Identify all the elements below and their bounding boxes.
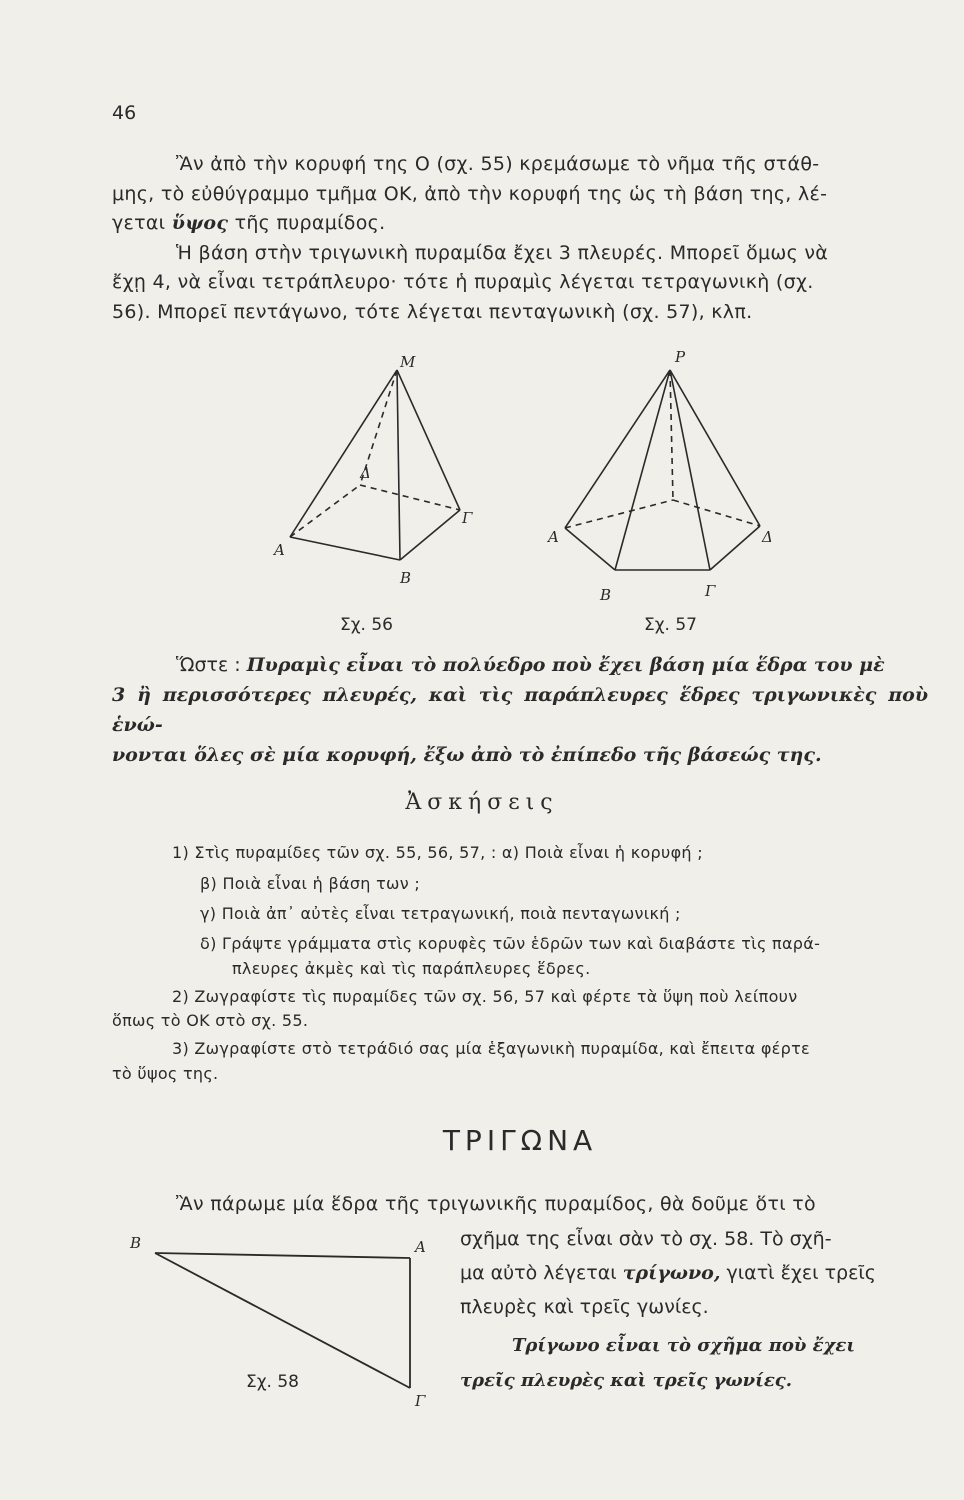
figure-56-quadrilateral-pyramid [260, 355, 500, 595]
edge-ma [290, 370, 397, 537]
side-ba [155, 1253, 410, 1258]
triangles-line-2: σχῆμα της εἶναι σὰν τὸ σχ. 58. Τὸ σχῆ- [460, 1228, 832, 1250]
exercise-1-c: γ) Ποιὰ ἀπ᾿ αὐτὲς εἶναι τετραγωνική, ποιὰ πενταγωνική ; [200, 904, 681, 923]
exercise-1-d-line-2: πλευρες ἀκμὲς καὶ τὶς παράπλευρες ἕδρες. [232, 959, 591, 978]
intro-line-5: ἔχῃ 4, νὰ εἶναι τετράπλευρο· τότε ἡ πυραμὶς λέγεται τετραγωνικὴ (σχ. [112, 271, 814, 293]
side-bg [155, 1253, 410, 1388]
exercise-2-line-1: 2) Ζωγραφίστε τὶς πυραμίδες τῶν σχ. 56, 57 καὶ φέρτε τὰ ὕψη ποὺ λείπουν [172, 987, 798, 1006]
pyramid-definition [112, 650, 928, 770]
intro-line-1: Ἂν ἀπὸ τὴν κορυφή της Ο (σχ. 55) κρεμάσωμε τὸ νῆμα τῆς στάθ- [176, 153, 820, 175]
edge-bg [400, 510, 460, 560]
definition-line-3: νονται ὅλες σὲ μία κορυφή, ἔξω ἀπὸ τὸ ἐπίπεδο τῆς βάσεώς της. [112, 744, 822, 766]
edge-pg [670, 370, 710, 570]
triangles-line-1: Ἂν πάρωμε μία ἕδρα τῆς τριγωνικῆς πυραμίδος, θὰ δοῦμε ὅτι τὸ [176, 1193, 816, 1215]
label-b: Β [400, 569, 412, 587]
triangles-line-3-text: μα αὐτὸ λέγεται [460, 1262, 623, 1284]
caption-fig-58: Σχ. 58 [246, 1372, 300, 1392]
triangles-paragraph [460, 1222, 928, 1324]
intro-line-3 [112, 209, 928, 239]
exercises-heading: Ἀσκήσεις [405, 790, 559, 815]
triangles-line-3 [460, 1256, 928, 1290]
definition-line-1-text: Πυραμὶς εἶναι τὸ πολύεδρο ποὺ ἔχει βάση μία ἕδρα του μὲ [246, 654, 885, 676]
definition-line-1 [112, 650, 928, 680]
label-d: Δ [360, 464, 371, 482]
intro-line-3-rest: τῆς πυραμίδος. [228, 212, 386, 234]
intro-line-3-text: γεται [112, 212, 172, 234]
edge-ab [290, 537, 400, 560]
triangle-definition-line-1: Τρίγωνο εἶναι τὸ σχῆμα ποὺ ἔχει [512, 1335, 856, 1356]
triangle-definition-line-2: τρεῖς πλευρὲς καὶ τρεῖς γωνίες. [460, 1370, 792, 1391]
edge-ad-hidden [290, 485, 360, 537]
edge-pb [615, 370, 670, 570]
definition-line-2: 3 ἢ περισσότερες πλευρές, καὶ τὶς παράπλευρες ἕδρες τριγωνικὲς ποὺ ἑνώ- [112, 684, 928, 736]
exercise-2-line-2: ὅπως τὸ ΟΚ στὸ σχ. 55. [112, 1011, 309, 1030]
edge-dg-hidden [360, 485, 460, 510]
exercise-1-b: β) Ποιὰ εἶναι ἡ βάση των ; [200, 874, 421, 893]
intro-line-6: 56). Μπορεῖ πεντάγωνο, τότε λέγεται πενταγωνικὴ (σχ. 57), κλπ. [112, 300, 753, 323]
label-a: Α [415, 1238, 426, 1256]
label-m: Μ [400, 355, 416, 371]
term-height: ὕψος [171, 212, 229, 234]
exercise-3-line-2: τὸ ὕψος της. [112, 1064, 219, 1083]
label-g: Γ [415, 1392, 426, 1410]
edge-pd [670, 370, 760, 526]
label-a: Α [274, 541, 285, 559]
label-p: Ρ [675, 348, 686, 366]
edge-pe-hidden [670, 370, 673, 500]
triangles-heading: ΤΡΙΓΩΝΑ [442, 1124, 598, 1157]
label-g: Γ [462, 509, 473, 527]
triangles-line-4: πλευρὲς καὶ τρεῖς γωνίες. [460, 1296, 709, 1318]
triangle-definition [460, 1328, 928, 1398]
edge-mg [397, 370, 460, 510]
intro-line-4: Ἡ βάση στὴν τριγωνικὴ πυραμίδα ἔχει 3 πλευρές. Μπορεῖ ὅμως νὰ [176, 241, 829, 264]
label-b: Β [600, 586, 612, 603]
exercise-1: 1) Στὶς πυραμίδες τῶν σχ. 55, 56, 57, : α) Ποιὰ εἶναι ἡ κορυφή ; [172, 843, 703, 862]
label-b: Β [130, 1234, 142, 1252]
term-triangle: τρίγωνο, [622, 1262, 721, 1284]
intro-paragraph [112, 150, 928, 327]
label-a: Α [548, 528, 559, 546]
exercise-1-d-line-1: δ) Γράψτε γράμματα στὶς κορυφὲς τῶν ἑδρῶν των καὶ διαβάστε τὶς παρά- [200, 934, 821, 953]
edge-mb [397, 370, 400, 560]
definition-lead: Ὥστε : [176, 654, 247, 676]
caption-fig-56: Σχ. 56 [340, 615, 394, 635]
figure-57-pentagonal-pyramid [540, 348, 780, 603]
triangles-line-3-rest: γιατὶ ἔχει τρεῖς [720, 1262, 876, 1284]
intro-line-2: μης, τὸ εὐθύγραμμο τμῆμα ΟΚ, ἀπὸ τὴν κορυφή της ὡς τὴ βάση της, λέ- [112, 182, 828, 205]
label-d: Δ [762, 528, 773, 546]
caption-fig-57: Σχ. 57 [644, 615, 698, 635]
page-number: 46 [112, 102, 137, 124]
edge-gd [710, 526, 760, 570]
label-g: Γ [705, 582, 716, 600]
exercise-3-line-1: 3) Ζωγραφίστε στὸ τετράδιό σας μία ἑξαγωνικὴ πυραμίδα, καὶ ἔπειτα φέρτε [172, 1039, 810, 1058]
edge-ab [565, 528, 615, 570]
